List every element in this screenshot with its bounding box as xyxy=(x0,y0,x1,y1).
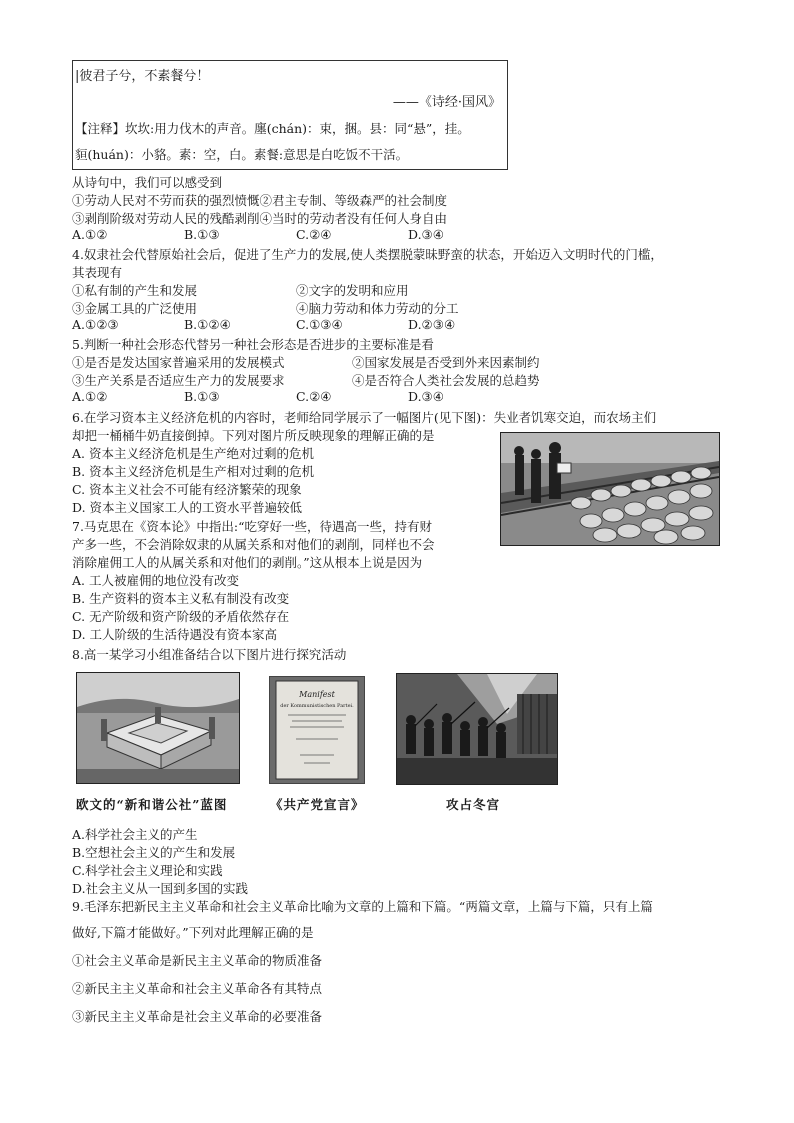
q8-option-a: A.科学社会主义的产生 xyxy=(72,827,198,842)
q7-option-a: A. 工人被雇佣的地位没有改变 xyxy=(72,573,239,588)
new-harmony-blueprint-image xyxy=(76,672,240,784)
q7-option-b: B. 生产资料的资本主义私有制没有改变 xyxy=(72,591,290,606)
q5-choice-b: B.①③ xyxy=(184,389,220,404)
q3-choice-c: C.②④ xyxy=(296,227,332,242)
q5-choice-d: D.③④ xyxy=(408,389,444,404)
q3-stem: 从诗句中，我们可以感受到 xyxy=(72,175,223,190)
q4-option-4: ④脑力劳动和体力劳动的分工 xyxy=(296,301,459,316)
q6-stem-2: 却把一桶桶牛奶直接倒掉。下列对图片所反映现象的理解正确的是 xyxy=(72,428,435,443)
q3-choice-d: D.③④ xyxy=(408,227,444,242)
q9-stem-1: 9.毛泽东把新民主主义革命和社会主义革命比喻为文章的上篇和下篇。“两篇文章，上篇与下篇，只有上篇 xyxy=(72,899,653,914)
q9-stem-2: 做好,下篇才能做好。”下列对此理解正确的是 xyxy=(72,925,314,940)
q4-choice-d: D.②③④ xyxy=(408,317,456,332)
q7-stem-3: 消除雇佣工人的从属关系和对他们的剥削。”这从根本上说是因为 xyxy=(72,555,423,570)
q5-option-1: ①是否是发达国家普遍采用的发展模式 xyxy=(72,355,285,370)
q5-option-4: ④是否符合人类社会发展的总趋势 xyxy=(352,373,540,388)
q7-stem-2: 产多一些，不会消除奴隶的从属关系和对他们的剥削，同样也不会 xyxy=(72,537,435,552)
storming-winter-palace-image xyxy=(396,673,558,785)
q5-choice-a: A.①② xyxy=(72,389,108,404)
poem-box xyxy=(72,60,508,170)
q7-option-d: D. 工人阶级的生活待遇没有资本家高 xyxy=(72,627,278,642)
q7-option-c: C. 无产阶级和资产阶级的矛盾依然存在 xyxy=(72,609,290,624)
q6-option-c: C. 资本主义社会不可能有经济繁荣的现象 xyxy=(72,482,302,497)
q4-option-3: ③金属工具的广泛使用 xyxy=(72,301,198,316)
caption-new-harmony: 欧文的“新和谐公社”蓝图 xyxy=(76,797,228,812)
q8-option-d: D.社会主义从一国到多国的实践 xyxy=(72,881,249,896)
caption-winter-palace: 攻占冬宫 xyxy=(446,797,501,812)
q6-option-d: D. 资本主义国家工人的工资水平普遍较低 xyxy=(72,500,303,515)
q4-choice-a: A.①②③ xyxy=(72,317,119,332)
q9-option-3: ③新民主主义革命是社会主义革命的必要准备 xyxy=(72,1009,323,1024)
q4-option-1: ①私有制的产生和发展 xyxy=(72,283,198,298)
q3-options-1: ①劳动人民对不劳而获的强烈愤慨②君主专制、等级森严的社会制度 xyxy=(72,193,448,208)
q8-option-c: C.科学社会主义理论和实践 xyxy=(72,863,223,878)
q7-stem-1: 7.马克思在《资本论》中指出:“吃穿好一些，待遇高一些，持有财 xyxy=(72,519,433,534)
q6-option-b: B. 资本主义经济危机是生产相对过剩的危机 xyxy=(72,464,315,479)
poem-note-1: 【注释】坎坎:用力伐木的声音。廛(chán)：束，捆。县：同“悬”，挂。 xyxy=(75,121,470,136)
q3-choice-b: B.①③ xyxy=(184,227,220,242)
q9-option-1: ①社会主义革命是新民主主义革命的物质准备 xyxy=(72,953,323,968)
q9-option-2: ②新民主主义革命和社会主义革命各有其特点 xyxy=(72,981,323,996)
q8-option-b: B.空想社会主义的产生和发展 xyxy=(72,845,236,860)
q5-stem: 5.判断一种社会形态代替另一种社会形态是否进步的主要标准是看 xyxy=(72,337,434,352)
q6-stem-1: 6.在学习资本主义经济危机的内容时，老师给同学展示了一幅图片(见下图)：失业者饥寒交迫，而农场主们 xyxy=(72,410,657,425)
q8-stem: 8.高一某学习小组准备结合以下图片进行探究活动 xyxy=(72,647,347,662)
q4-choice-b: B.①②④ xyxy=(184,317,231,332)
poem-line: |彼君子兮，不素餐兮！ xyxy=(75,69,210,84)
communist-manifesto-cover-image xyxy=(269,676,365,784)
q5-option-3: ③生产关系是否适应生产力的发展要求 xyxy=(72,373,285,388)
poem-note-2: 貆(huán)：小貉。素：空，白。素餐:意思是白吃饭不干活。 xyxy=(75,147,409,162)
book-title-2: der Kommunistischen Partei. xyxy=(280,703,354,709)
poem-source: ——《诗经·国风》 xyxy=(392,95,501,110)
q4-option-2: ②文字的发明和应用 xyxy=(296,283,409,298)
q4-stem-2: 其表现有 xyxy=(72,265,123,280)
q3-options-2: ③剥削阶级对劳动人民的残酷剥削④当时的劳动者没有任何人身自由 xyxy=(72,211,448,226)
q4-choice-c: C.①③④ xyxy=(296,317,343,332)
book-title-1: Manifest xyxy=(299,690,335,699)
q4-stem-1: 4.奴隶社会代替原始社会后，促进了生产力的发展,使人类摆脱蒙昧野蛮的状态，开始迈入文明时代的门槛， xyxy=(72,247,663,262)
q6-option-a: A. 资本主义经济危机是生产绝对过剩的危机 xyxy=(72,446,314,461)
q5-choice-c: C.②④ xyxy=(296,389,332,404)
q5-option-2: ②国家发展是否受到外来因素制约 xyxy=(352,355,540,370)
caption-manifesto: 《共产党宣言》 xyxy=(270,797,365,812)
milk-dumping-photo xyxy=(500,432,720,546)
q3-choice-a: A.①② xyxy=(72,227,108,242)
